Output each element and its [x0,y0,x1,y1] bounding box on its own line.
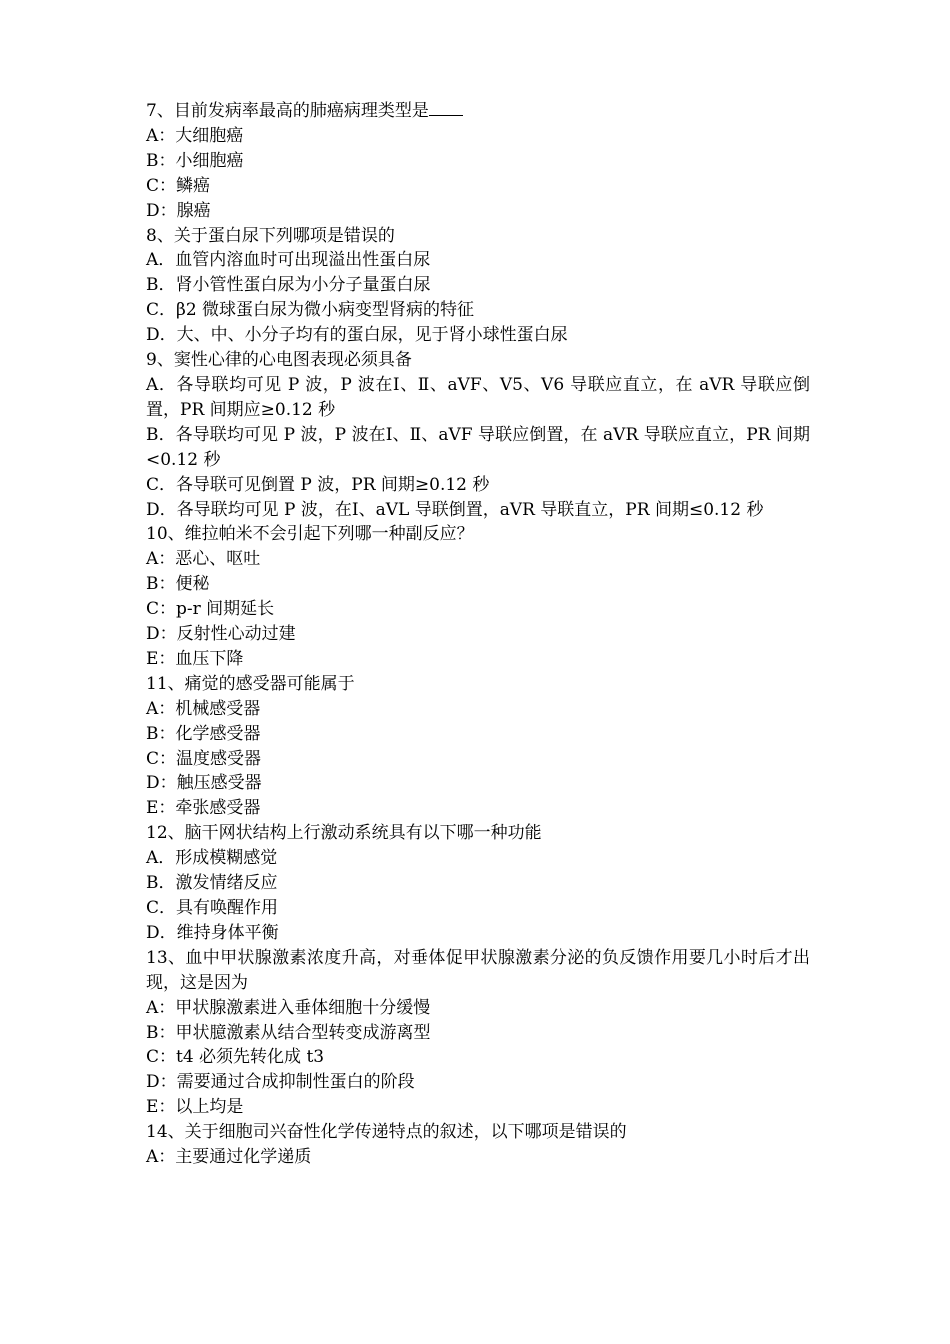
option-d: D：需要通过合成抑制性蛋白的阶段 [146,1072,415,1093]
option-e: E：牵张感受器 [146,798,261,819]
question-7 [146,99,810,224]
option-d: D：触压感受器 [146,773,262,794]
question-stem: 13、血中甲状腺激素浓度升高，对垂体促甲状腺激素分泌的负反馈作用要几小时后才出现，这是因为 [146,947,810,993]
document-page [146,99,810,1170]
question-8 [146,224,810,349]
option-e: E：以上均是 [146,1097,244,1118]
option-a: A：恶心、呕吐 [146,549,261,570]
option-d: D：反射性心动过建 [146,624,296,645]
question-stem: 12、脑干网状结构上行激动系统具有以下哪一种功能 [146,823,542,844]
question-14 [146,1120,810,1170]
option-b: B．肾小管性蛋白尿为小分子量蛋白尿 [146,275,431,296]
option-c: C：t4 必须先转化成 t3 [146,1047,325,1068]
option-c: C．β2 微球蛋白尿为微小病变型肾病的特征 [146,300,475,321]
option-b: B：甲状臆激素从结合型转变成游离型 [146,1022,431,1043]
option-d: D．维持身体平衡 [146,922,279,943]
option-b: B：便秘 [146,574,210,595]
option-a: A．各导联均可见 P 波，P 波在Ⅰ、Ⅱ、aVF、V5、V6 导联应直立，在 aVR 导联应倒置，PR 间期应≥0.12 秒 [146,374,810,420]
question-12 [146,821,810,946]
option-a: A：甲状腺激素进入垂体细胞十分缓慢 [146,997,431,1018]
option-c: C：温度感受器 [146,748,262,769]
question-9 [146,348,810,522]
option-a: A．血管内溶血时可出现溢出性蛋白尿 [146,250,431,271]
answer-blank [429,99,463,116]
question-stem: 9、窦性心律的心电图表现必须具备 [146,350,412,371]
question-stem: 14、关于细胞司兴奋性化学传递特点的叙述，以下哪项是错误的 [146,1122,627,1143]
option-d: D：腺癌 [146,200,211,221]
option-a: A：主要通过化学递质 [146,1147,312,1168]
option-c: C：鳞癌 [146,175,211,196]
question-13 [146,946,810,1120]
option-e: E：血压下降 [146,648,244,669]
question-stem: 8、关于蛋白尿下列哪项是错误的 [146,225,395,246]
option-d: D．各导联均可见 P 波，在Ⅰ、aVL 导联倒置，aVR 导联直立，PR 间期≤0.12 秒 [146,499,764,520]
option-b: B：小细胞癌 [146,150,244,171]
option-c: C．各导联可见倒置 P 波，PR 间期≥0.12 秒 [146,474,490,495]
question-stem: 10、维拉帕米不会引起下列哪一种副反应？ [146,524,474,545]
option-c: C．具有唤醒作用 [146,898,279,918]
option-c: C：p-r 间期延长 [146,599,275,620]
option-b: B．各导联均可见 P 波，P 波在Ⅰ、Ⅱ、aVF 导联应倒置，在 aVR 导联应直立，PR 间期<0.12 秒 [146,424,810,470]
question-stem: 11、痛觉的感受器可能属于 [146,673,355,694]
option-b: B．激发情绪反应 [146,873,278,894]
option-d: D．大、中、小分子均有的蛋白尿，见于肾小球性蛋白尿 [146,325,568,346]
question-11 [146,672,810,821]
option-a: A：机械感受器 [146,698,261,719]
question-10 [146,522,810,671]
option-a: A．形成模糊感觉 [146,848,278,869]
option-b: B：化学感受器 [146,723,261,744]
question-stem: 7、目前发病率最高的肺癌病理类型是 [146,99,810,124]
option-a: A：大细胞癌 [146,125,244,146]
